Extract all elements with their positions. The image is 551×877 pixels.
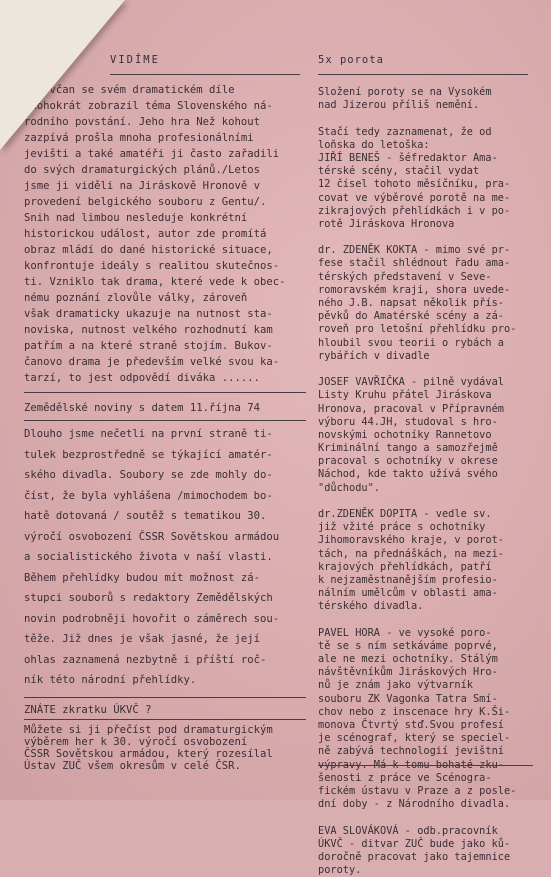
right-article <box>318 86 516 877</box>
left-article-line: Bukovčan se svém dramatickém díle <box>24 84 235 96</box>
right-article-line <box>318 495 516 508</box>
right-article-line: je scénograf, který se speciel- <box>318 732 511 745</box>
left-divider-3 <box>24 697 306 698</box>
right-article-line: novskými ochotníky Rannetovo <box>318 428 492 441</box>
newspaper-note-line: hatě dotovaná / soutěž s tematikou 30. <box>24 510 267 522</box>
newspaper-note-line: výročí osvobození ČSSR Sovětskou armádou <box>24 530 280 543</box>
ukvc-note-heading: ZNÁTE zkratku ÚKVČ ? <box>24 704 152 716</box>
left-article-line: provedení belgického souboru z Gentu/. <box>24 196 267 208</box>
right-article-line: JIŘÍ BENEŠ - šéfredaktor Ama- <box>318 151 498 164</box>
header-left-title: VIDÍME <box>110 54 160 66</box>
newspaper-note-line: novin podrobněji hovořit o záměrech sou- <box>24 612 280 625</box>
right-article-line: výpravy. Má k tomu bohaté zku- <box>318 758 504 771</box>
left-article-line: patřím a na které straně stojím. Bukov- <box>24 340 273 352</box>
right-article-line <box>318 112 516 125</box>
right-article-line: ně zabývá technologií jevištní <box>318 745 504 758</box>
right-article-line: pracoval s ochotníky v okrese <box>318 455 498 468</box>
newspaper-note-heading: Zemědělské noviny s datem 11.října 74 <box>24 402 260 414</box>
right-article-line: térského divadla. <box>318 600 424 613</box>
right-article-line: souboru ZK Vagonka Tatra Smí- <box>318 692 498 705</box>
left-article-line: historickou událost, autor zde promítá <box>24 228 267 240</box>
right-article-line: roveň pro letošní přehlídku pro- <box>318 323 517 336</box>
header-right-title: 5x porota <box>318 54 384 66</box>
left-article-line: tarzí, to jest odpovědí diváka ...... <box>24 372 260 384</box>
right-article-line: návštěvníkům Jiráskových Hro- <box>318 666 498 679</box>
ukvc-note-line: výběrem her k 30. výročí osvobození <box>24 736 248 748</box>
newspaper-note-line: číst, že byla vyhlášena /mimochodem bo- <box>24 489 273 502</box>
left-article-line: však dramaticky ukazuje na nutnost sta- <box>24 308 273 320</box>
right-article-line: pěvků do Amatérské scény a zá- <box>318 310 504 323</box>
left-article-line: konfrontuje ideály s realitou skutečnos- <box>24 260 280 272</box>
right-article-line: nálním umělcům v oblasti ama- <box>318 587 498 600</box>
right-article-line: "důchodu". <box>318 481 380 494</box>
right-article-line: nad Jizerou příliš nemění. <box>318 99 480 112</box>
right-article-line: rotě Jiráskova Hronova <box>318 217 455 230</box>
left-article-line: zazpívá prošla mnoha profesionálními <box>24 132 254 144</box>
right-article-line: monova Čtvrtý stď.Svou profesí <box>318 719 504 731</box>
right-article-line: k nejzaměstnanějším profesio- <box>318 573 498 586</box>
right-article-line: Stačí tedy zaznamenat, že od <box>318 125 492 138</box>
right-article-line <box>318 363 516 376</box>
right-article-line: covat ve výběrové porotě na me- <box>318 191 511 204</box>
newspaper-note <box>24 426 279 693</box>
right-article-line: zikrajových přehlídkách i v po- <box>318 204 511 217</box>
right-article-line: šenosti z práce ve Scénogra- <box>318 771 492 784</box>
left-article-line: jsme ji viděli na Jiráskově Hronově v <box>24 180 260 192</box>
newspaper-note-line: stupci souborů s redaktory Zemědělských <box>24 592 273 604</box>
left-article-line: obraz mládí do dané historické situace, <box>24 244 273 256</box>
left-divider-2 <box>24 420 306 421</box>
right-article-line: již vžité práce s ochotníky <box>318 521 486 534</box>
ukvc-note-line: Ústav ZUČ všem okresům v celé ČSR. <box>24 760 241 772</box>
left-article-line: čanovo drama je především velké svou ka- <box>24 356 280 368</box>
right-article-line: Jihomoravského kraje, v porot- <box>318 534 504 547</box>
right-article-line: krajových přehlídkách, patří <box>318 560 492 573</box>
right-article-line: rybářích v divadle <box>318 349 430 362</box>
newspaper-note-line: Během přehlídky budou mít možnost zá- <box>24 571 260 584</box>
right-article-line: tě se s ním setkáváme poprvé, <box>318 639 498 652</box>
right-article-line: romoravském kraji, shora uvede- <box>318 283 511 296</box>
right-article-line: Hronova, pracoval v Přípravném <box>318 402 504 415</box>
right-article-line: doročně pracovat jako tajemnice <box>318 850 511 863</box>
left-article-line: rodního povstání. Jeho hra Než kohout <box>24 116 260 128</box>
right-article-line: dr. ZDENĚK KOKTA - mimo své pr- <box>318 244 511 257</box>
left-article-line: do svých dramaturgických plánů./Letos <box>24 164 260 176</box>
newspaper-note-line: tulek bezprostředně se týkající amatér- <box>24 448 273 461</box>
right-article-line: fickém ústavu v Praze a z posle- <box>318 784 517 797</box>
right-article-line: térské scény, stačil vydat <box>318 165 480 178</box>
newspaper-note-line: ník této národní přehlídky. <box>24 674 197 686</box>
left-divider-4 <box>24 719 306 720</box>
header-rule-left <box>110 74 300 75</box>
left-article-line: jevišti a také amatéři ji často zařadili <box>24 148 280 160</box>
ukvc-note <box>24 724 273 772</box>
left-article-line: mnohokrát zobrazil téma Slovenského ná- <box>24 100 273 112</box>
right-article-line: ného J.B. napsat několik přís- <box>318 297 504 309</box>
right-article-line: dní doby - z Národního divadla. <box>318 798 511 811</box>
newspaper-note-line: ského divadla. Soubory se zde mohly do- <box>24 469 273 481</box>
folded-page-corner <box>0 0 125 150</box>
newspaper-note-line: a socialistického života v naší vlasti. <box>24 551 273 563</box>
right-article-line: EVA SLOVÁKOVÁ - odb.pracovník <box>318 824 498 837</box>
newspaper-note-line: těže. Již dnes je však jasné, že její <box>24 633 260 645</box>
right-article-line: tách, na přednáškách, na mezi- <box>318 547 504 560</box>
right-article-line <box>318 811 516 824</box>
right-article-line: chov nebo z inscenace hry K.Ši- <box>318 705 511 718</box>
right-article-line: Náchod, kde takto užívá svého <box>318 468 498 481</box>
right-article-line: ale ne mezi ochotníky. Stálým <box>318 653 498 666</box>
newspaper-note-line: Dlouho jsme nečetli na první straně ti- <box>24 428 273 440</box>
left-divider-1 <box>24 392 306 393</box>
right-article-line: Kriminální tango a samozřejmě <box>318 442 498 455</box>
right-article-line: PAVEL HORA - ve vysoké poro- <box>318 626 492 639</box>
right-article-line: poroty. <box>318 864 362 877</box>
header-rule-right <box>318 74 528 75</box>
right-article-line: JOSEF VAVŘIČKA - pilně vydával <box>318 376 504 389</box>
left-article-line: noviska, nutnost velkého rozhodnutí kam <box>24 324 273 336</box>
ukvc-note-line: Můžete si ji přečíst pod dramaturgickým <box>24 724 273 736</box>
left-article-line: Snih nad limbou nesleduje konkrétní <box>24 212 248 224</box>
right-article-line: hloubil svou teorii o rybách a <box>318 336 504 349</box>
right-article-line: 12 čísel tohoto měsíčníku, pra- <box>318 178 511 191</box>
right-article-line: výboru 44.JH, studoval s hro- <box>318 415 498 428</box>
ukvc-note-line: ČSSR Sovětskou armádou, který rozesílal <box>24 748 273 760</box>
right-article-line: loňska do letoška: <box>318 138 430 151</box>
right-article-line <box>318 231 516 244</box>
right-article-line: Listy Kruhu přátel Jiráskova <box>318 389 492 402</box>
right-article-line: dr.ZDENĚK DOPITA - vedle sv. <box>318 508 492 520</box>
left-article-line: nému poznání zlovůle války, zároveň <box>24 292 248 304</box>
newspaper-note-line: ohlas zaznamená nezbytně i příští roč- <box>24 653 267 666</box>
right-article-line: Složení poroty se na Vysokém <box>318 86 492 98</box>
right-article-line: ÚKVČ - ditvar ZUČ bude jako ků- <box>318 837 511 850</box>
right-article-line: térských představení v Seve- <box>318 270 492 283</box>
right-end-rule <box>318 765 533 766</box>
left-article-line: ti. Vzniklo tak drama, které vede k obec- <box>24 276 286 288</box>
right-article-line: fese stačil shlédnout řadu ama- <box>318 257 511 270</box>
right-article-line <box>318 614 516 627</box>
right-article-line: nů je znám jako výtvarník <box>318 679 473 692</box>
